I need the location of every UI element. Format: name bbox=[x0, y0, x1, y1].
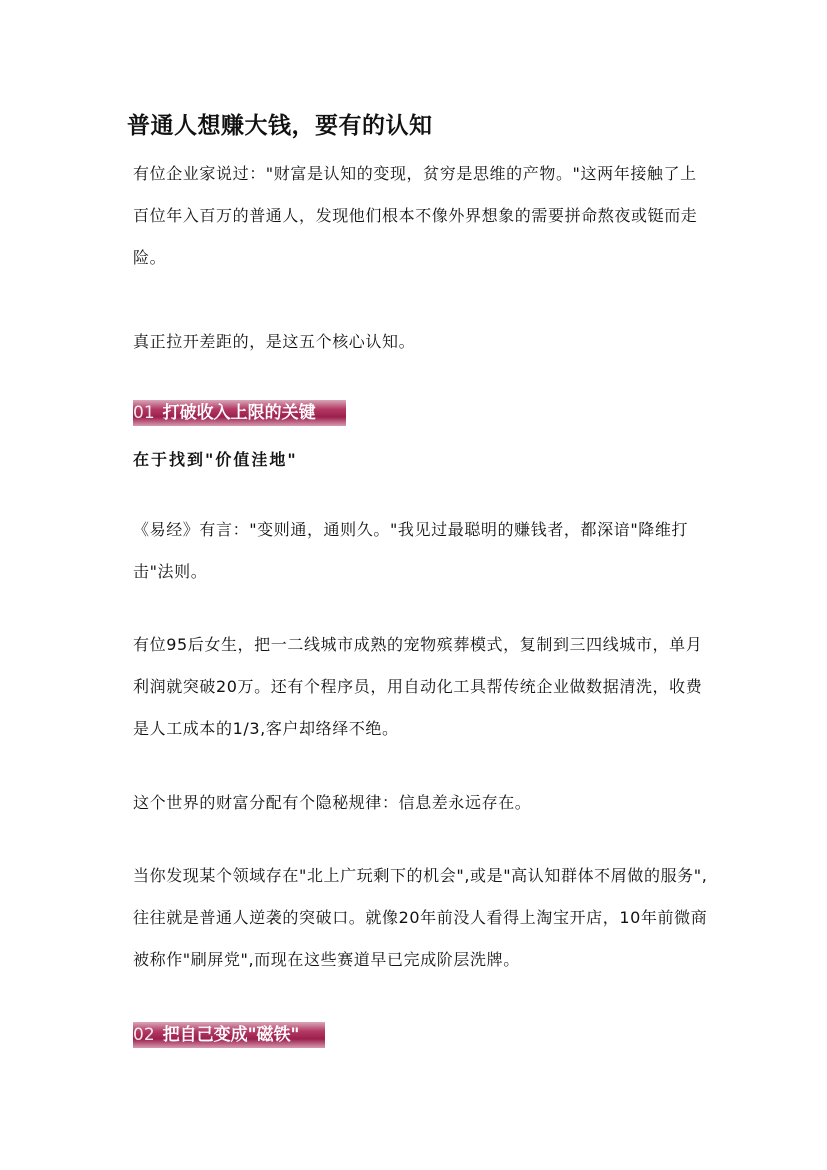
paragraph-breakthrough: 当你发现某个领域存在"北上广玩剩下的机会",或是"高认知群体不屑做的服务",往往就是普通人逆袭的突破口。就像20年前没人看得上淘宝开店，10年前微商被称作"刷屏党",而现在这些赛道早已完成阶层洗牌。 bbox=[133, 866, 708, 969]
section-number: 02 bbox=[133, 1025, 155, 1045]
section-heading: 打破收入上限的关键 bbox=[162, 403, 316, 423]
section-heading: 把自己变成"磁铁" bbox=[162, 1025, 300, 1045]
section-subheading: 在于找到"价值洼地" bbox=[133, 450, 298, 469]
intro-paragraph: 有位企业家说过："财富是认知的变现，贫穷是思维的产物。"这两年接触了上百位年入百万的普通人，发现他们根本不像外界想象的需要拼命熬夜或铤而走险。 bbox=[133, 164, 698, 267]
article-title: 普通人想赚大钱，要有的认知 bbox=[127, 113, 433, 139]
paragraph-examples: 有位95后女生，把一二线城市成熟的宠物殡葬模式，复制到三四线城市，单月利润就突破20万。还有个程序员，用自动化工具帮传统企业做数据清洗，收费是人工成本的1/3,客户却络绎不绝。 bbox=[133, 635, 703, 738]
section-number: 01 bbox=[133, 403, 155, 423]
section-banner-2 bbox=[133, 1022, 325, 1048]
section-banner-1 bbox=[133, 400, 346, 426]
intro-summary: 真正拉开差距的，是这五个核心认知。 bbox=[133, 332, 416, 351]
paragraph-yijing: 《易经》有言："变则通，通则久。"我见过最聪明的赚钱者，都深谙"降维打击"法则。 bbox=[133, 520, 689, 581]
paragraph-wealth-rule: 这个世界的财富分配有个隐秘规律：信息差永远存在。 bbox=[133, 793, 532, 812]
